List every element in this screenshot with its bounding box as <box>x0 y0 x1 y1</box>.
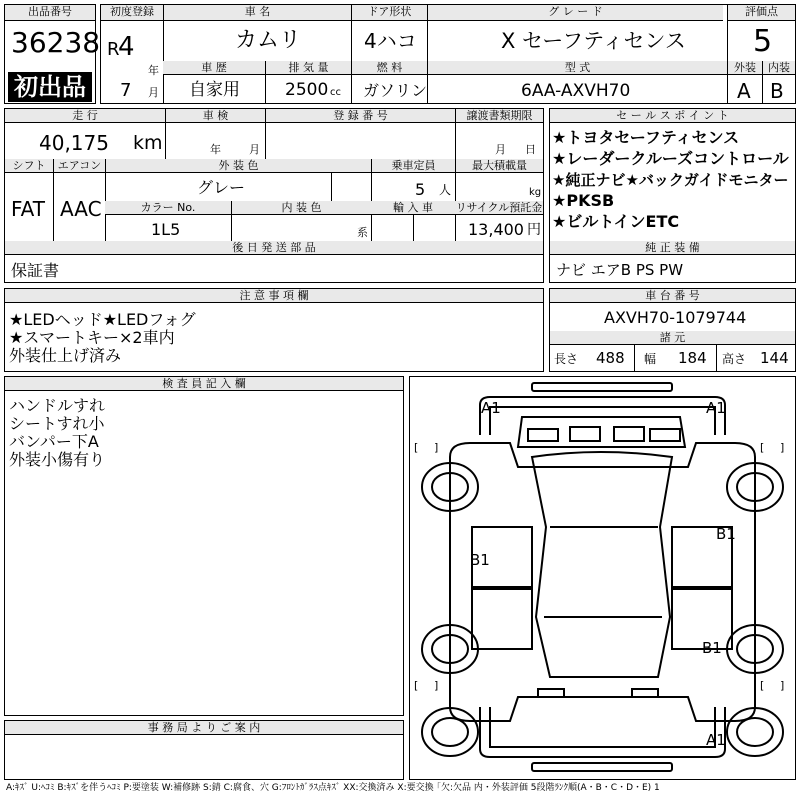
note-line: 外装仕上げ済み <box>9 346 122 365</box>
load-unit: kg <box>529 187 542 198</box>
reg-month: 7 <box>120 80 132 101</box>
later-parts-value: 保証書 <box>11 261 60 280</box>
main-info-box <box>100 4 796 104</box>
note-line: ★スマートキー×2車内 <box>9 328 175 347</box>
km-unit: km <box>133 132 163 154</box>
mark-front-left: A1 <box>481 399 501 417</box>
lot-number: 36238 <box>11 26 101 59</box>
sales-point: ★PKSB <box>552 191 615 210</box>
grade-label: グ レ ー ド <box>427 5 723 21</box>
reg-year-unit: 年 <box>148 64 159 77</box>
inspection-year-unit: 年 <box>210 143 221 156</box>
shift-value: FAT <box>11 197 46 221</box>
transfer-month-unit: 月 <box>495 143 506 156</box>
mark-rear: A1 <box>706 731 726 749</box>
color-label: 外 装 色 <box>105 159 371 173</box>
sales-point: ★トヨタセーフティセンス <box>552 128 740 147</box>
interior-color-unit: 系 <box>357 226 368 239</box>
car-name: カムリ <box>235 28 302 53</box>
notes-label: 注 意 事 項 欄 <box>5 289 543 303</box>
svg-text:[: [ <box>760 679 765 692</box>
sales-box <box>549 108 796 283</box>
length-label: 長さ <box>554 352 579 366</box>
transfer-day-unit: 日 <box>525 143 536 156</box>
displacement-label: 排 気 量 <box>265 61 351 75</box>
inspector-line: バンパー下A <box>9 432 99 451</box>
fuel-value: ガソリン <box>363 81 428 100</box>
damage-diagram <box>409 376 796 780</box>
model-label: 型 式 <box>427 61 727 75</box>
svg-text:]: ] <box>780 679 785 692</box>
svg-text:]: ] <box>434 679 439 692</box>
svg-text:]: ] <box>434 441 439 454</box>
score-value: 5 <box>753 24 773 59</box>
shift-label: シフト <box>5 159 53 173</box>
cc-unit: cc <box>330 87 341 98</box>
recycle-label: リサイクル預託金 <box>455 201 543 214</box>
recycle-unit: 円 <box>527 222 541 238</box>
inspection-label: 車 検 <box>165 109 265 123</box>
interior-label: 内装 <box>762 61 795 75</box>
svg-text:[: [ <box>414 441 419 454</box>
capacity-label: 乗車定員 <box>371 159 455 173</box>
displacement-value: 2500 <box>285 80 329 100</box>
plate-label: 登 録 番 号 <box>265 109 455 123</box>
inspector-box <box>4 376 404 716</box>
genuine-label: 純 正 装 備 <box>550 241 795 255</box>
history-value: 自家用 <box>189 80 240 100</box>
grade-value: X セーフティセンス <box>501 29 686 53</box>
interior-grade: B <box>770 79 784 103</box>
lot-number-label: 出品番号 <box>5 5 95 21</box>
svg-text:[: [ <box>414 679 419 692</box>
car-outline-diagram <box>410 377 795 779</box>
inspector-line: 外装小傷有り <box>9 450 106 469</box>
mileage-value: 40,175 <box>39 131 109 155</box>
exterior-label: 外装 <box>727 61 762 75</box>
legend-text: A:ｷｽﾞ U:ﾍｺﾐ B:ｷｽﾞを伴うﾍｺﾐ P:要塗装 W:補修跡 S:錆 C:腐食、穴 G:ﾌﾛﾝﾄｶﾞﾗｽ点ｷｽﾞ XX:交換済み X:要交換 ｢欠:欠品 内・外装評価 5段階ﾗﾝｸ順(A・B・C・D・E) 1 <box>6 783 660 793</box>
inspector-label: 検 査 員 記 入 欄 <box>5 377 403 391</box>
ac-value: AAC <box>60 197 102 221</box>
inspector-line: ハンドルすれ <box>9 396 106 415</box>
mark-left-side: B1 <box>470 551 490 569</box>
length-value: 488 <box>596 349 625 367</box>
load-label: 最大積載量 <box>455 159 543 173</box>
mark-front-right: A1 <box>706 399 726 417</box>
interior-color-label: 内 装 色 <box>231 201 371 215</box>
sales-point: ★ビルトインETC <box>552 212 680 231</box>
svg-text:[: [ <box>760 441 765 454</box>
lot-number-box <box>4 4 101 104</box>
color-no-label: カラー No. <box>105 201 231 215</box>
sales-label: セ ー ル ス ポ イ ン ト <box>550 109 795 123</box>
reg-era: R <box>107 39 120 60</box>
transfer-label: 譲渡書類期限 <box>455 109 543 123</box>
name-label: 車 名 <box>163 5 351 21</box>
office-box <box>4 720 404 780</box>
history-label: 車 歴 <box>163 61 265 75</box>
chassis-label: 車 台 番 号 <box>550 289 795 303</box>
chassis-number: AXVH70-1079744 <box>604 308 747 327</box>
sales-point: ★レーダークルーズコントロール <box>552 149 789 168</box>
capacity-value: 5 <box>415 180 426 199</box>
office-label: 事 務 局 よ り ご 案 内 <box>5 721 403 735</box>
door-type: 4ハコ <box>364 29 417 53</box>
mark-right-side: B1 <box>716 525 736 543</box>
later-parts-label: 後 日 発 送 部 品 <box>5 241 543 255</box>
reg-year: 4 <box>118 32 135 62</box>
door-label: ドア形状 <box>351 5 427 21</box>
fuel-label: 燃 料 <box>351 61 427 75</box>
mileage-label: 走 行 <box>5 109 165 123</box>
genuine-value: ナビ エアB PS PW <box>556 261 684 279</box>
model-code: 6AA-AXVH70 <box>521 81 631 101</box>
ac-label: エアコン <box>53 159 105 173</box>
score-label: 評価点 <box>727 5 795 21</box>
exterior-grade: A <box>737 79 751 103</box>
inspector-line: シートすれ小 <box>9 414 105 433</box>
color-value: グレー <box>197 178 246 197</box>
detail-box <box>4 108 544 283</box>
height-value: 144 <box>760 349 789 367</box>
mark-rear-right-door: B1 <box>702 639 722 657</box>
width-label: 幅 <box>644 352 657 366</box>
color-no-value: 1L5 <box>151 220 181 239</box>
specs-label: 諸 元 <box>550 331 795 345</box>
recycle-value: 13,400 <box>468 220 524 239</box>
width-value: 184 <box>678 349 707 367</box>
sales-point: ★純正ナビ★バックガイドモニター <box>552 171 789 189</box>
capacity-unit: 人 <box>439 183 452 197</box>
svg-text:]: ] <box>780 441 785 454</box>
notes-box <box>4 288 544 372</box>
note-line: ★LEDヘッド★LEDフォグ <box>9 310 196 329</box>
reg-month-unit: 月 <box>148 86 159 99</box>
sales-points-list <box>552 129 789 231</box>
first-listing-badge: 初出品 <box>8 72 92 102</box>
reg-label: 初度登録 <box>101 5 163 21</box>
chassis-box <box>549 288 796 372</box>
height-label: 高さ <box>722 352 747 366</box>
import-label: 輸 入 車 <box>371 201 455 215</box>
inspection-month-unit: 月 <box>249 143 260 156</box>
